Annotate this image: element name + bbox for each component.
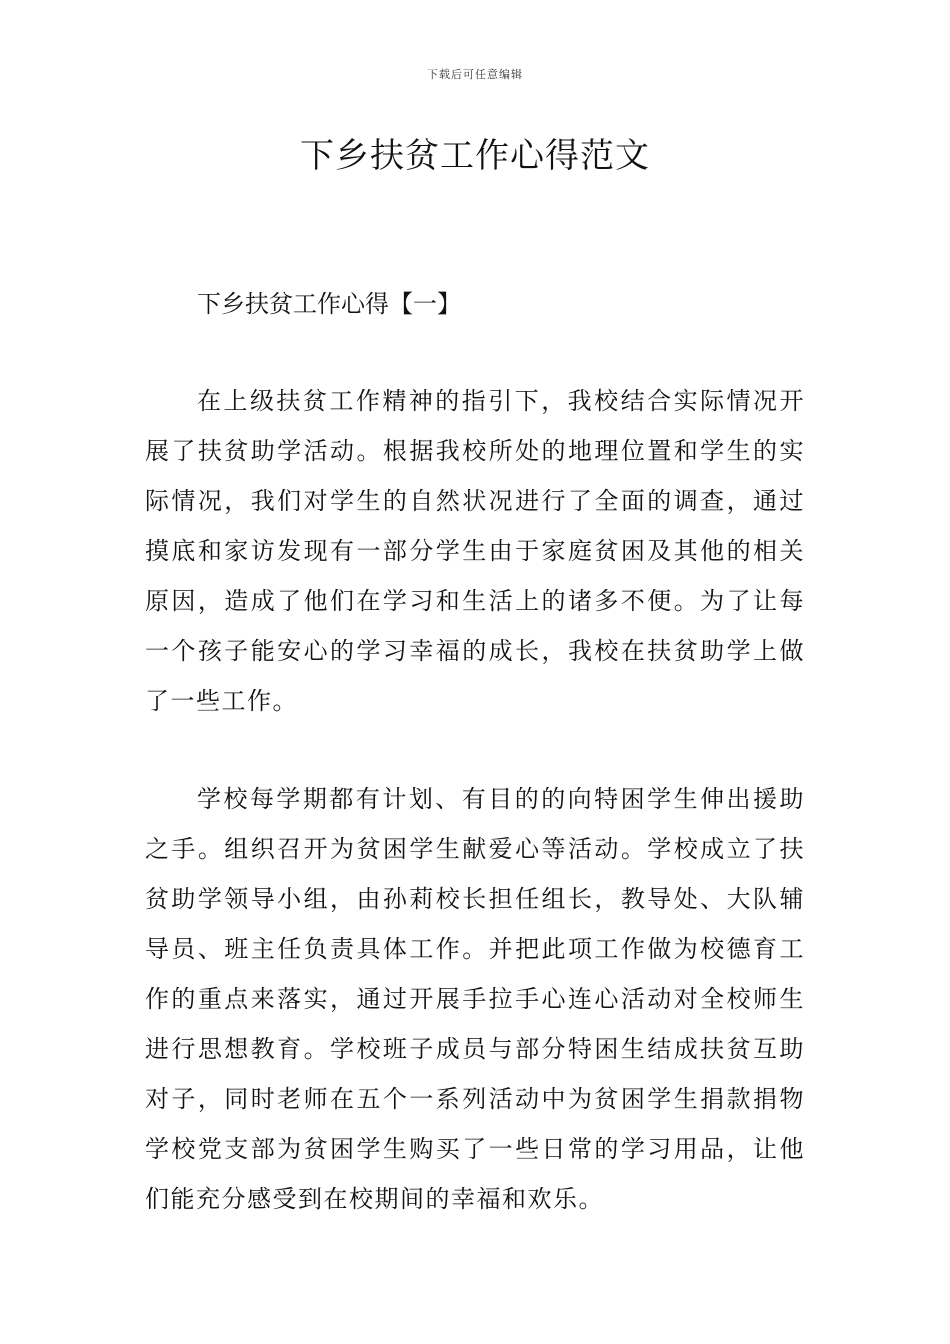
section-heading: 下乡扶贫工作心得【一】 [197,290,461,318]
paragraph-1: 在上级扶贫工作精神的指引下，我校结合实际情况开展了扶贫助学活动。根据我校所处的地理位置和学生的实际情况，我们对学生的自然状况进行了全面的调查，通过摸底和家访发现有一部分学生由于家庭贫困及其他的相关原因，造成了他们在学习和生活上的诸多不便。为了让每一个孩子能安心的学习幸福的成长，我校在扶贫助学上做了一些工作。 [145,387,805,715]
header-note: 下载后可任意编辑 [427,68,523,81]
document-title: 下乡扶贫工作心得范文 [300,136,650,176]
paragraph-2: 学校每学期都有计划、有目的的向特困学生伸出援助之手。组织召开为贫困学生献爱心等活动。学校成立了扶贫助学领导小组，由孙莉校长担任组长，教导处、大队辅导员、班主任负责具体工作。并把此项工作做为校德育工作的重点来落实，通过开展手拉手心连心活动对全校师生进行思想教育。学校班子成员与部分特困生结成扶贫互助对子，同时老师在五个一系列活动中为贫困学生捐款捐物学校党支部为贫困学生购买了一些日常的学习用品，让他们能充分感受到在校期间的幸福和欢乐。 [145,785,805,1213]
